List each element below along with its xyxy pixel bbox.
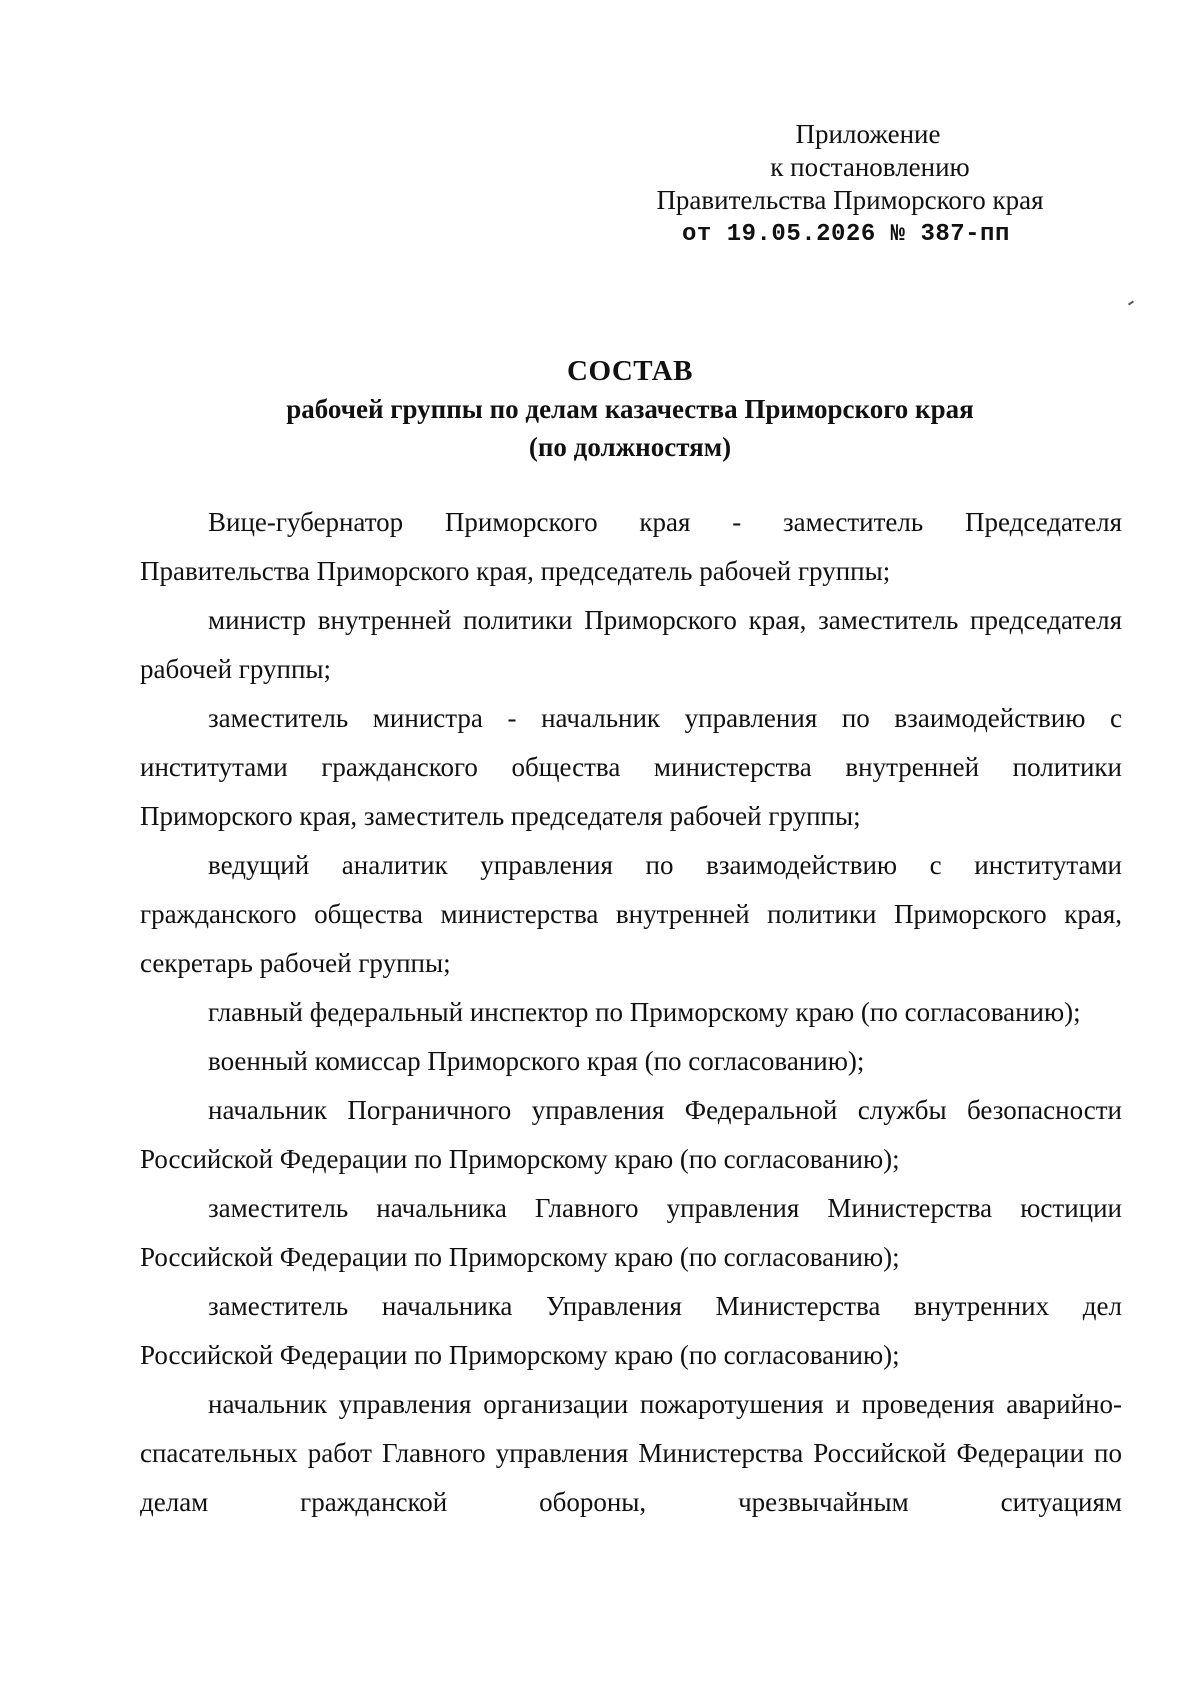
- appendix-title: Приложение: [795, 119, 941, 149]
- member-item: начальник Пограничного управления Федеральной службы безопасности Российской Федерации по Приморскому краю (по согласованию);: [140, 1095, 1122, 1174]
- member-item: начальник управления организации пожаротушения и проведения аварийно-спасательных работ Главного управления Министерства Российской Федерации по делам гражданской обороны, чрезвычайным ситуациям: [140, 1389, 1122, 1517]
- document-subtitle-note: (по должностям): [528, 432, 732, 462]
- appendix-authority: Правительства Приморского края: [656, 185, 1044, 215]
- scan-mark: [1128, 300, 1134, 305]
- member-item: министр внутренней политики Приморского края, заместитель председателя рабочей группы;: [140, 605, 1122, 684]
- document-subtitle: рабочей группы по делам казачества Приморского края: [286, 394, 974, 424]
- members-list: [140, 498, 1122, 1527]
- member-item: ведущий аналитик управления по взаимодействию с институтами гражданского общества министерства внутренней политики Приморского края, секретарь рабочей группы;: [140, 850, 1122, 978]
- member-item: Вице-губернатор Приморского края - заместитель Председателя Правительства Приморского края, председатель рабочей группы;: [140, 507, 1122, 586]
- member-item: заместитель начальника Управления Министерства внутренних дел Российской Федерации по Приморскому краю (по согласованию);: [140, 1291, 1122, 1370]
- appendix-reference: к постановлению: [770, 152, 970, 182]
- appendix-header: [640, 118, 1100, 251]
- member-item: заместитель начальника Главного управления Министерства юстиции Российской Федерации по Приморскому краю (по согласованию);: [140, 1193, 1122, 1272]
- member-item: заместитель министра - начальник управления по взаимодействию с институтами гражданского общества министерства внутренней политики Приморского края, заместитель председателя рабочей группы;: [140, 703, 1122, 831]
- resolution-date-number: от 19.05.2026 № 387-пп: [682, 221, 1010, 248]
- member-item: военный комиссар Приморского края (по согласованию);: [208, 1046, 865, 1076]
- member-item: главный федеральный инспектор по Приморскому краю (по согласованию);: [208, 997, 1081, 1027]
- document-title-block: [140, 352, 1120, 466]
- document-heading: СОСТАВ: [567, 355, 693, 387]
